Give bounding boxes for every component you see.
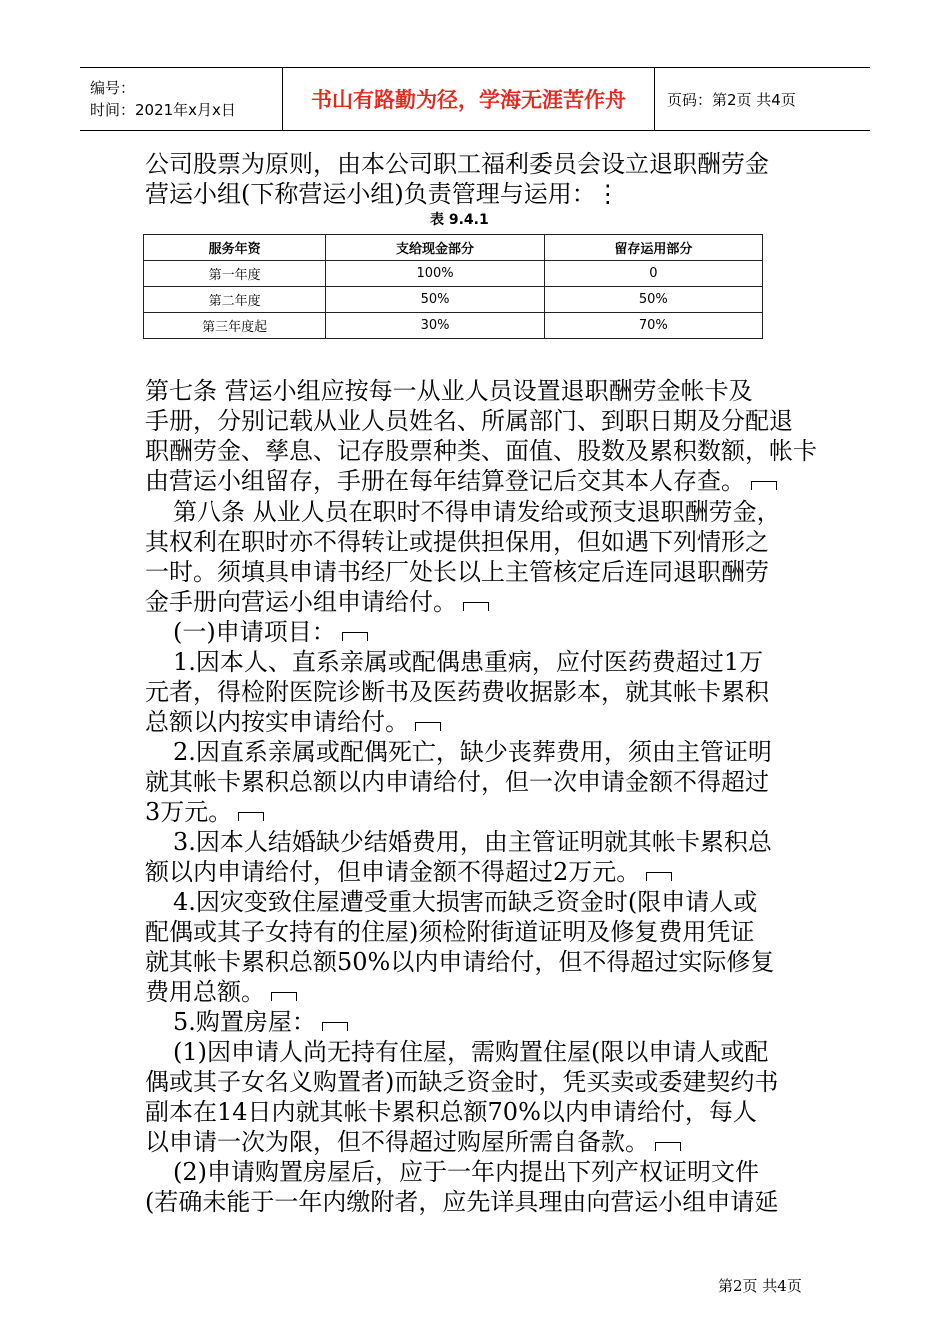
- table-cell: 第一年度: [144, 261, 326, 287]
- table-header-cell: 服务年资: [144, 235, 326, 261]
- header-meta: [80, 68, 283, 130]
- paragraph-mark-icon: [463, 602, 489, 611]
- footer-page-number: 第2页 共4页: [718, 1277, 802, 1295]
- item-line: 就其帐卡累积总额50%以内申请给付，但不得超过实际修复: [145, 948, 775, 976]
- article-8-line: 第八条 从业人员在职时不得申请发给或预支退职酬劳金，: [173, 498, 781, 526]
- item-line: 总额以内按实申请给付。: [145, 708, 825, 737]
- article-7-line: 由营运小组留存，手册在每年结算登记后交其本人存查。: [145, 467, 825, 496]
- table-row: [144, 261, 763, 287]
- table-cell: 0: [544, 261, 762, 287]
- article-7-line: 职酬劳金、孳息、记存股票种类、面值、股数及累积数额，帐卡: [145, 437, 817, 465]
- sub-item-line: (1)因申请人尚无持有住屋，需购置住屋(限以申请人或配: [173, 1038, 769, 1066]
- paragraph-mark-icon: [415, 722, 441, 731]
- doc-code-label: 编号：: [90, 79, 136, 97]
- sub-item-line: (2)申请购置房屋后，应于一年内提出下列产权证明文件: [173, 1158, 759, 1186]
- paragraph-mark-icon: [271, 992, 297, 1001]
- header-page-number: 页码：第2页 共4页: [667, 90, 796, 109]
- table-cell: 100%: [326, 261, 544, 287]
- page-header: [80, 67, 870, 131]
- article-8-line: 一时。须填具申请书经厂处长以上主管核定后连同退职酬劳: [145, 558, 769, 586]
- item-line: 3.因本人结婚缺少结婚费用，由主管证明就其帐卡累积总: [173, 828, 772, 856]
- paragraph-mark-icon: [751, 481, 777, 490]
- item-line: 就其帐卡累积总额以内申请给付，但一次申请金额不得超过: [145, 768, 769, 796]
- paragraph-mark-icon: [238, 812, 264, 821]
- table-cell: 50%: [544, 287, 762, 313]
- article-7-line: 第七条 营运小组应按每一从业人员设置退职酬劳金帐卡及: [145, 377, 753, 405]
- doc-time-label: 时间：2021年x月x日: [90, 101, 236, 119]
- sub-item-line: 副本在14日内就其帐卡累积总额70%以内申请给付，每人: [145, 1098, 757, 1126]
- table-row: [144, 313, 763, 339]
- item-line: 3万元。: [145, 798, 825, 827]
- table-cell: 第二年度: [144, 287, 326, 313]
- paragraph-mark-icon: [646, 872, 672, 881]
- table-header-cell: 支给现金部分: [326, 235, 544, 261]
- paragraph-mark-icon: [342, 632, 368, 641]
- sub-item-line: (若确未能于一年内缴附者，应先详具理由向营运小组申请延: [145, 1188, 779, 1216]
- header-motto: 书山有路勤为径，学海无涯苦作舟: [283, 68, 655, 130]
- item-line: 元者，得检附医院诊断书及医药费收据影本，就其帐卡累积: [145, 678, 769, 706]
- sub-item-line: 偶或其子女名义购置者)而缺乏资金时，凭买卖或委建契约书: [145, 1068, 779, 1096]
- sub-item-line: 以申请一次为限，但不得超过购屋所需自备款。: [145, 1128, 825, 1157]
- table-cell: 30%: [326, 313, 544, 339]
- item-line: 2.因直系亲属或配偶死亡，缺少丧葬费用，须由主管证明: [173, 738, 772, 766]
- table-cell: 50%: [326, 287, 544, 313]
- table-row: [144, 287, 763, 313]
- paragraph-line: 公司股票为原则，由本公司职工福利委员会设立退职酬劳金: [145, 150, 769, 178]
- paragraph-line: 营运小组(下称营运小组)负责管理与运用：⋮: [145, 180, 620, 208]
- table-cell: 70%: [544, 313, 762, 339]
- section-heading: (一)申请项目：: [173, 618, 853, 647]
- item-line: 4.因灾变致住屋遭受重大损害而缺乏资金时(限申请人或: [173, 888, 758, 916]
- item-line: 1.因本人、直系亲属或配偶患重病，应付医药费超过1万: [173, 648, 764, 676]
- paragraph-mark-icon: [655, 1142, 681, 1151]
- article-7-line: 手册，分别记载从业人员姓名、所属部门、到职日期及分配退: [145, 407, 793, 435]
- table-cell: 第三年度起: [144, 313, 326, 339]
- table-header-row: [144, 235, 763, 261]
- item-line: 5.购置房屋：: [173, 1008, 853, 1037]
- article-8-line: 金手册向营运小组申请给付。: [145, 588, 825, 617]
- paragraph-mark-icon: [322, 1022, 348, 1031]
- table-caption: 表 9.4.1: [430, 212, 489, 228]
- item-line: 配偶或其子女持有的住屋)须检附街道证明及修复费用凭证: [145, 918, 755, 946]
- item-line: 费用总额。: [145, 978, 825, 1007]
- article-8-line: 其权利在职时亦不得转让或提供担保用，但如遇下列情形之: [145, 528, 769, 556]
- table-header-cell: 留存运用部分: [544, 235, 762, 261]
- allocation-table: [143, 234, 763, 339]
- item-line: 额以内申请给付，但申请金额不得超过2万元。: [145, 858, 825, 887]
